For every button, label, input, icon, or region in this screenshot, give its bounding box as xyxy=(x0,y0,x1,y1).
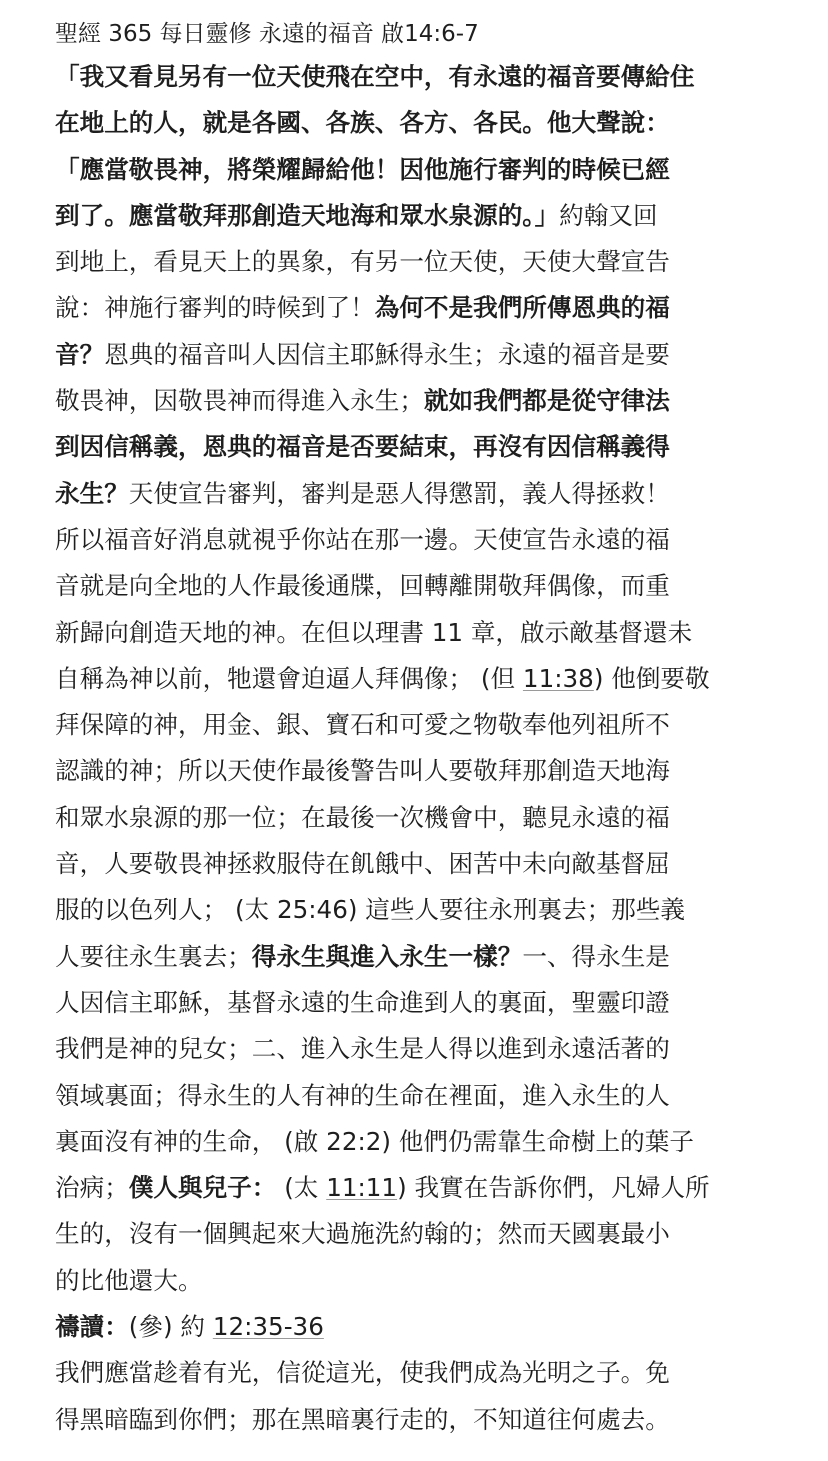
body-text: ) 他倒要敬 xyxy=(593,663,710,693)
body-line xyxy=(55,193,798,239)
body-line xyxy=(55,100,798,146)
body-line: 所以福音好消息就視乎你站在那一邊。天使宣告永遠的福 xyxy=(55,524,670,554)
emphasis-question: 永生？ xyxy=(55,478,129,508)
body-text: (參) 約 xyxy=(128,1312,213,1342)
body-line: 音就是向全地的人作最後通牒，回轉離開敬拜偶像，而重 xyxy=(55,571,670,601)
prayer-line: 得黑暗臨到你們；那在黑暗裏行走的，不知道往何處去。 xyxy=(55,1404,670,1434)
body-text: 自稱為神以前，牠還會迫逼人拜偶像； (但 xyxy=(55,663,523,693)
body-text: 人要往永生裏去； xyxy=(55,941,252,971)
body-text: 恩典的福音叫人因信主耶穌得永生；永遠的福音是要 xyxy=(104,339,670,369)
body-line: 拜保障的神，用金、銀、寶石和可愛之物敬奉他列祖所不 xyxy=(55,710,670,740)
body-text: ) 我實在告訴你們，凡婦人所 xyxy=(397,1173,710,1203)
verse-text: 到了。應當敬拜那創造天地海和眾水泉源的。」 xyxy=(55,200,560,230)
body-line xyxy=(55,285,798,331)
body-text: 說：神施行審判的時候到了！ xyxy=(55,293,375,323)
body-line xyxy=(55,378,798,424)
emphasis-question: 為何不是我們所傳恩典的福 xyxy=(374,293,670,323)
body-line xyxy=(55,147,798,193)
scripture-reference-link[interactable]: 12:35-36 xyxy=(212,1312,324,1342)
prayer-reading-heading xyxy=(55,1304,798,1350)
scripture-reference-link[interactable]: 11:11 xyxy=(326,1173,398,1203)
body-line: 我們是神的兒女；二、進入永生是人得以進到永遠活著的 xyxy=(55,1034,670,1064)
prayer-line: 我們應當趁着有光，信從這光，使我們成為光明之子。免 xyxy=(55,1358,670,1388)
body-line xyxy=(55,54,798,100)
page-title: 聖經 365 每日靈修 永遠的福音 啟14:6-7 xyxy=(55,21,479,47)
body-line: 認識的神；所以天使作最後警告叫人要敬拜那創造天地海 xyxy=(55,756,670,786)
verse-text: 「我又看見另有一位天使飛在空中，有永遠的福音要傳給住 xyxy=(55,62,695,91)
body-line xyxy=(55,424,798,470)
body-line: 生的，沒有一個興起來大過施洗約翰的；然而天國裏最小 xyxy=(55,1219,670,1249)
body-line xyxy=(55,934,798,980)
body-line xyxy=(55,1165,798,1211)
body-line xyxy=(55,656,798,702)
emphasis-question: 到因信稱義，恩典的福音是否要結束，再沒有因信稱義得 xyxy=(55,432,670,462)
body-text: 約翰又回 xyxy=(559,200,658,230)
body-text: (太 xyxy=(276,1173,327,1203)
verse-text: 「應當敬畏神，將榮耀歸給他！因他施行審判的時候已經 xyxy=(55,154,670,184)
body-line: 裏面沒有神的生命， (啟 22:2) 他們仍需靠生命樹上的葉子 xyxy=(55,1126,694,1156)
body-line: 人因信主耶穌，基督永遠的生命進到人的裏面，聖靈印證 xyxy=(55,987,670,1017)
body-line: 新歸向創造天地的神。在但以理書 11 章，啟示敵基督還未 xyxy=(55,617,693,647)
prayer-label: 禱讀： xyxy=(55,1312,129,1342)
emphasis-question: 就如我們都是從守律法 xyxy=(423,386,670,416)
emphasis-question: 音？ xyxy=(55,339,105,369)
verse-text: 在地上的人，就是各國、各族、各方、各民。他大聲說： xyxy=(55,108,670,138)
body-text: 天使宣告審判，審判是惡人得懲罰，義人得拯救！ xyxy=(128,478,670,508)
emphasis-question: 得永生與進入永生一樣？ xyxy=(251,941,523,971)
body-line: 服的以色列人； (太 25:46) 這些人要往永刑裏去；那些義 xyxy=(55,895,685,925)
body-line: 音，人要敬畏神拯救服侍在飢餓中、困苦中未向敵基督屈 xyxy=(55,849,670,879)
emphasis-heading: 僕人與兒子： xyxy=(128,1173,277,1203)
devotional-body xyxy=(55,54,798,1443)
scripture-reference-link[interactable]: 11:38 xyxy=(522,663,594,693)
body-text: 敬畏神，因敬畏神而得進入永生； xyxy=(55,386,424,416)
body-line: 的比他還大。 xyxy=(55,1265,203,1295)
body-line: 到地上，看見天上的異象，有另一位天使，天使大聲宣告 xyxy=(55,247,670,277)
body-line: 領域裏面；得永生的人有神的生命在裡面，進入永生的人 xyxy=(55,1080,670,1110)
body-text: 一、得永生是 xyxy=(522,941,670,971)
body-line xyxy=(55,332,798,378)
body-line xyxy=(55,471,798,517)
body-text: 治病； xyxy=(55,1173,129,1203)
body-line: 和眾水泉源的那一位；在最後一次機會中，聽見永遠的福 xyxy=(55,802,670,832)
